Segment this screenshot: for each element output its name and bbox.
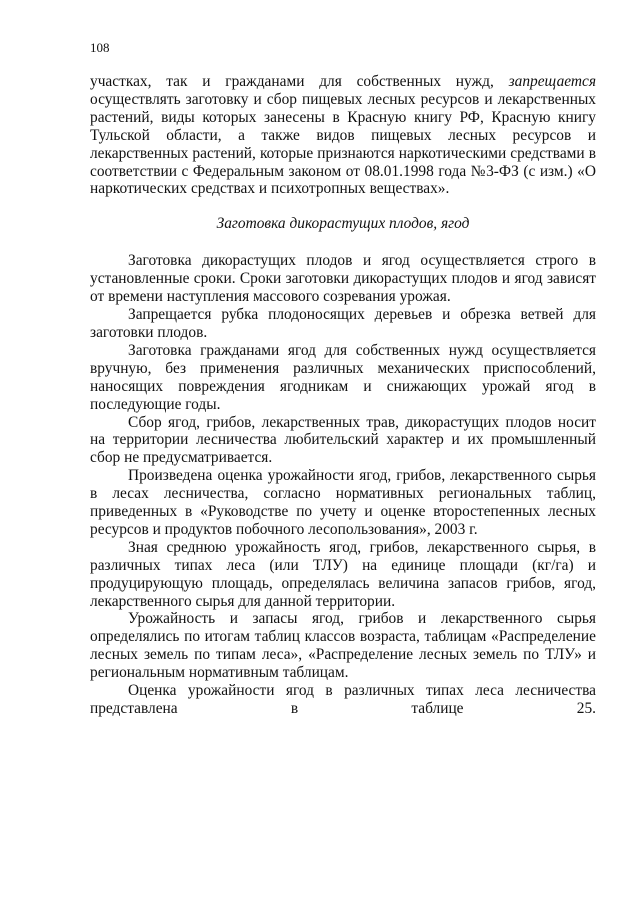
section-title: Заготовка дикорастущих плодов, ягод xyxy=(216,215,470,233)
paragraph-amateur-collection: Сбор ягод, грибов, лекарственных трав, дикорастущих плодов носит на территории лесничества любительский характер и их промышленный сбор не предусматривается. xyxy=(90,413,596,467)
paragraph-harvest-terms: Заготовка дикорастущих плодов и ягод осуществляется строго в установленные сроки. Сроки заготовки дикорастущих плодов и ягод зависят от времени наступления массового созревания урожая. xyxy=(90,252,596,306)
emphasis-prohibited: запрещается xyxy=(508,73,596,90)
page-number: 108 xyxy=(90,40,110,55)
paragraph-table-reference: Оценка урожайности ягод в различных типах леса лесничества представлена в таблице 25. xyxy=(90,682,596,717)
paragraph-yield-assessment: Произведена оценка урожайности ягод, грибов, лекарственного сырья в лесах лесничества, согласно нормативных региональных таблиц, приведенных в «Руководстве по учету и оценке второстепенных лесных ресурсов и продуктов побочного лесопользования», 2003 г. xyxy=(90,467,596,538)
intro-text-end: осуществлять заготовку и сбор пищевых лесных ресурсов и лекарственных растений, виды которых занесены в Красную книгу РФ, Красную книгу Тульской области, а также видов пищевых лесных ресурсов и лекарственных растений, которые признаются наркотическими средствами в соответствии с Федеральным законом от 08.01.1998 года №3-ФЗ (с изм.) «О наркотических средствах и психотропных веществах». xyxy=(90,90,596,198)
paragraph-manual-harvest: Заготовка гражданами ягод для собственных нужд осуществляется вручную, без применения различных механических приспособлений, наносящих повреждения ягодникам и снижающих урожай ягод в последующие годы. xyxy=(90,341,596,413)
page-body xyxy=(90,73,596,718)
paragraph-yield-reserves: Урожайность и запасы ягод, грибов и лекарственного сырья определялись по итогам таблиц классов возраста, таблицам «Распределение лесных земель по типам леса», «Распределение лесных земель по ТЛУ» и региональным нормативным таблицам. xyxy=(90,610,596,682)
intro-paragraph xyxy=(90,73,596,198)
paragraph-average-yield: Зная среднюю урожайность ягод, грибов, лекарственного сырья, в различных типах леса (или ТЛУ) на единице площади (кг/га) и продуцирующую площадь, определялась величина запасов грибов, ягод, лекарственного сырья для данной территории. xyxy=(90,538,596,610)
paragraph-cutting-ban: Запрещается рубка плодоносящих деревьев и обрезка ветвей для заготовки плодов. xyxy=(90,306,596,341)
intro-text-start: участках, так и гражданами для собственных нужд, xyxy=(90,73,509,90)
